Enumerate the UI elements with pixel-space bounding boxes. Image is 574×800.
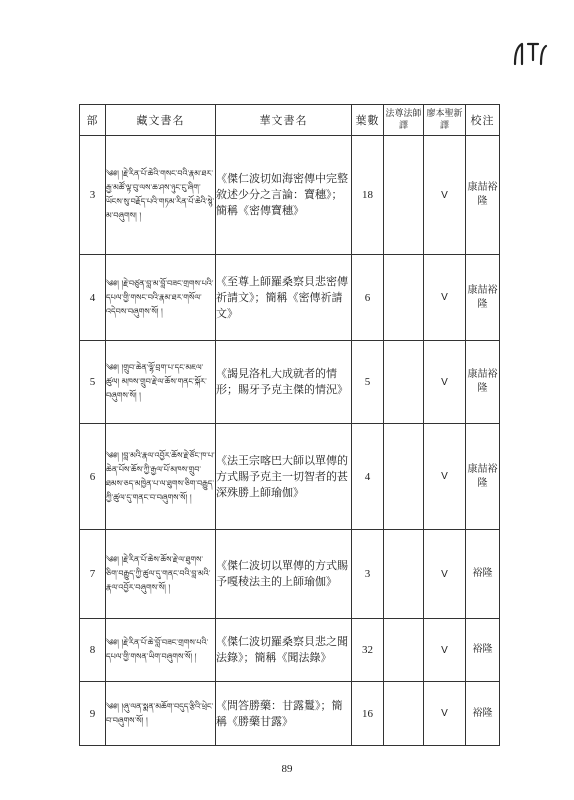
header-pages: 葉數	[352, 105, 384, 136]
page-count: 3	[352, 530, 384, 619]
header-row	[80, 105, 500, 136]
table-row	[80, 530, 500, 619]
proofreader-note: 裕隆	[466, 682, 500, 746]
tibetan-title: ༄༅། །རྗེ་རིན་པོ་ཆེས་ཆོས་རྗེ་ལ་ཐུགས་ཅིག་བརྒྱུད་ཀྱི་ཚུལ་དུ་གནང་བའི་བླ་མའི་རྣལ་འབྱོར་བཞུགས་སོ། །	[106, 530, 216, 619]
new-translation-mark: V	[424, 530, 466, 619]
dharma-translation-cell	[384, 530, 424, 619]
page-count: 18	[352, 136, 384, 255]
proofreader-note: 裕隆	[466, 619, 500, 682]
header-liao-translation: 廖本聖新譯	[424, 105, 466, 136]
chinese-title: 《法王宗喀巴大師以單傳的方式賜予克主一切智者的甚深殊勝上師瑜伽》	[216, 424, 352, 530]
tibetan-title: ༄༅། །བླ་མའི་རྣལ་འབྱོར་ཆོས་རྗེ་ཙོང་ཁ་པ་ཆེན་པོས་ཆོས་ཀྱི་རྒྱལ་པོ་མཁས་གྲུབ་ཐམས་ཅད་མཁྱེན་པ་ལ་ཐུགས་ཅིག་བརྒྱུད་ཀྱི་ཚུལ་དུ་གནང་བ་བཞུགས་སོ། །	[106, 424, 216, 530]
tibetan-title: ༄༅། །ཞུ་ལན་སྨན་མཆོག་བདུད་རྩིའི་ཕྲེང་བ་བཞུགས་སོ། །	[106, 682, 216, 746]
table-row	[80, 424, 500, 530]
chinese-title: 《問答勝藥：甘露鬘》；簡稱《勝藥甘露》	[216, 682, 352, 746]
new-translation-mark: V	[424, 619, 466, 682]
proofreader-note: 康喆裕隆	[466, 255, 500, 341]
dharma-translation-cell	[384, 619, 424, 682]
table-row	[80, 136, 500, 255]
page-number: 89	[281, 763, 293, 775]
row-number: 9	[80, 682, 106, 746]
new-translation-mark: V	[424, 136, 466, 255]
header-chinese-title: 華文書名	[216, 105, 352, 136]
proofreader-note: 康喆裕隆	[466, 136, 500, 255]
proofreader-note: 裕隆	[466, 530, 500, 619]
row-number: 8	[80, 619, 106, 682]
new-translation-mark: V	[424, 682, 466, 746]
tibetan-title: ༄༅། །རྗེ་རིན་པོ་ཆེ་བློ་བཟང་གྲགས་པའི་དཔལ་གྱི་གསན་ཡིག་བཞུགས་སོ། །	[106, 619, 216, 682]
chinese-title: 《謁見洛札大成就者的情形；賜牙予克主傑的情況》	[216, 341, 352, 424]
table-row	[80, 619, 500, 682]
chinese-title: 《傑仁波切以單傳的方式賜予嘎稜法主的上師瑜伽》	[216, 530, 352, 619]
dharma-translation-cell	[384, 136, 424, 255]
table-row	[80, 341, 500, 424]
dharma-translation-cell	[384, 424, 424, 530]
header-dharma-translation: 法尊法師譯	[384, 105, 424, 136]
header-notes: 校注	[466, 105, 500, 136]
catalog-table	[79, 104, 500, 746]
page-count: 32	[352, 619, 384, 682]
new-translation-mark: V	[424, 341, 466, 424]
tibetan-title: ༄༅། །རྗེ་བཙུན་བླ་མ་བློ་བཟང་གྲགས་པའི་དཔལ་གྱི་གསང་བའི་རྣམ་ཐར་གསོལ་འདེབས་བཞུགས་སོ། །	[106, 255, 216, 341]
dharma-translation-cell	[384, 341, 424, 424]
table-row	[80, 682, 500, 746]
page-count: 16	[352, 682, 384, 746]
chinese-title: 《傑仁波切如海密傳中完整敘述少分之言論：寶穗》；簡稱《密傳寶穗》	[216, 136, 352, 255]
page-count: 6	[352, 255, 384, 341]
tibetan-emblem-icon	[512, 38, 548, 66]
chinese-title: 《至尊上師羅桑察貝悲密傳祈請文》；簡稱《密傳祈請文》	[216, 255, 352, 341]
chinese-title: 《傑仁波切羅桑察貝悲之聞法錄》；簡稱《聞法錄》	[216, 619, 352, 682]
tibetan-title: ༄༅། །གྲུབ་ཆེན་ལྷོ་བྲག་པ་དང་མཇལ་ཚུལ། མཁས་གྲུབ་རྗེ་ལ་ཆོས་གནང་སྐོར་བཞུགས་སོ། །	[106, 341, 216, 424]
dharma-translation-cell	[384, 682, 424, 746]
proofreader-note: 康喆裕隆	[466, 341, 500, 424]
page-count: 5	[352, 341, 384, 424]
new-translation-mark: V	[424, 255, 466, 341]
row-number: 3	[80, 136, 106, 255]
proofreader-note: 康喆裕隆	[466, 424, 500, 530]
new-translation-mark: V	[424, 424, 466, 530]
row-number: 6	[80, 424, 106, 530]
row-number: 7	[80, 530, 106, 619]
dharma-translation-cell	[384, 255, 424, 341]
header-no: 部	[80, 105, 106, 136]
row-number: 4	[80, 255, 106, 341]
header-tibetan-title: 藏文書名	[106, 105, 216, 136]
tibetan-title: ༄༅། །རྗེ་རིན་པོ་ཆེའི་གསང་བའི་རྣམ་ཐར་རྒྱ་མཚོ་ལྟ་བུ་ལས་ཆ་ཤས་ཉུང་ངུ་ཞིག་ཡོངས་སུ་བརྗོད་པའི་གཏམ་རིན་པོ་ཆེའི་སྙེ་མ་བཞུགས། །	[106, 136, 216, 255]
row-number: 5	[80, 341, 106, 424]
table-row	[80, 255, 500, 341]
page-count: 4	[352, 424, 384, 530]
